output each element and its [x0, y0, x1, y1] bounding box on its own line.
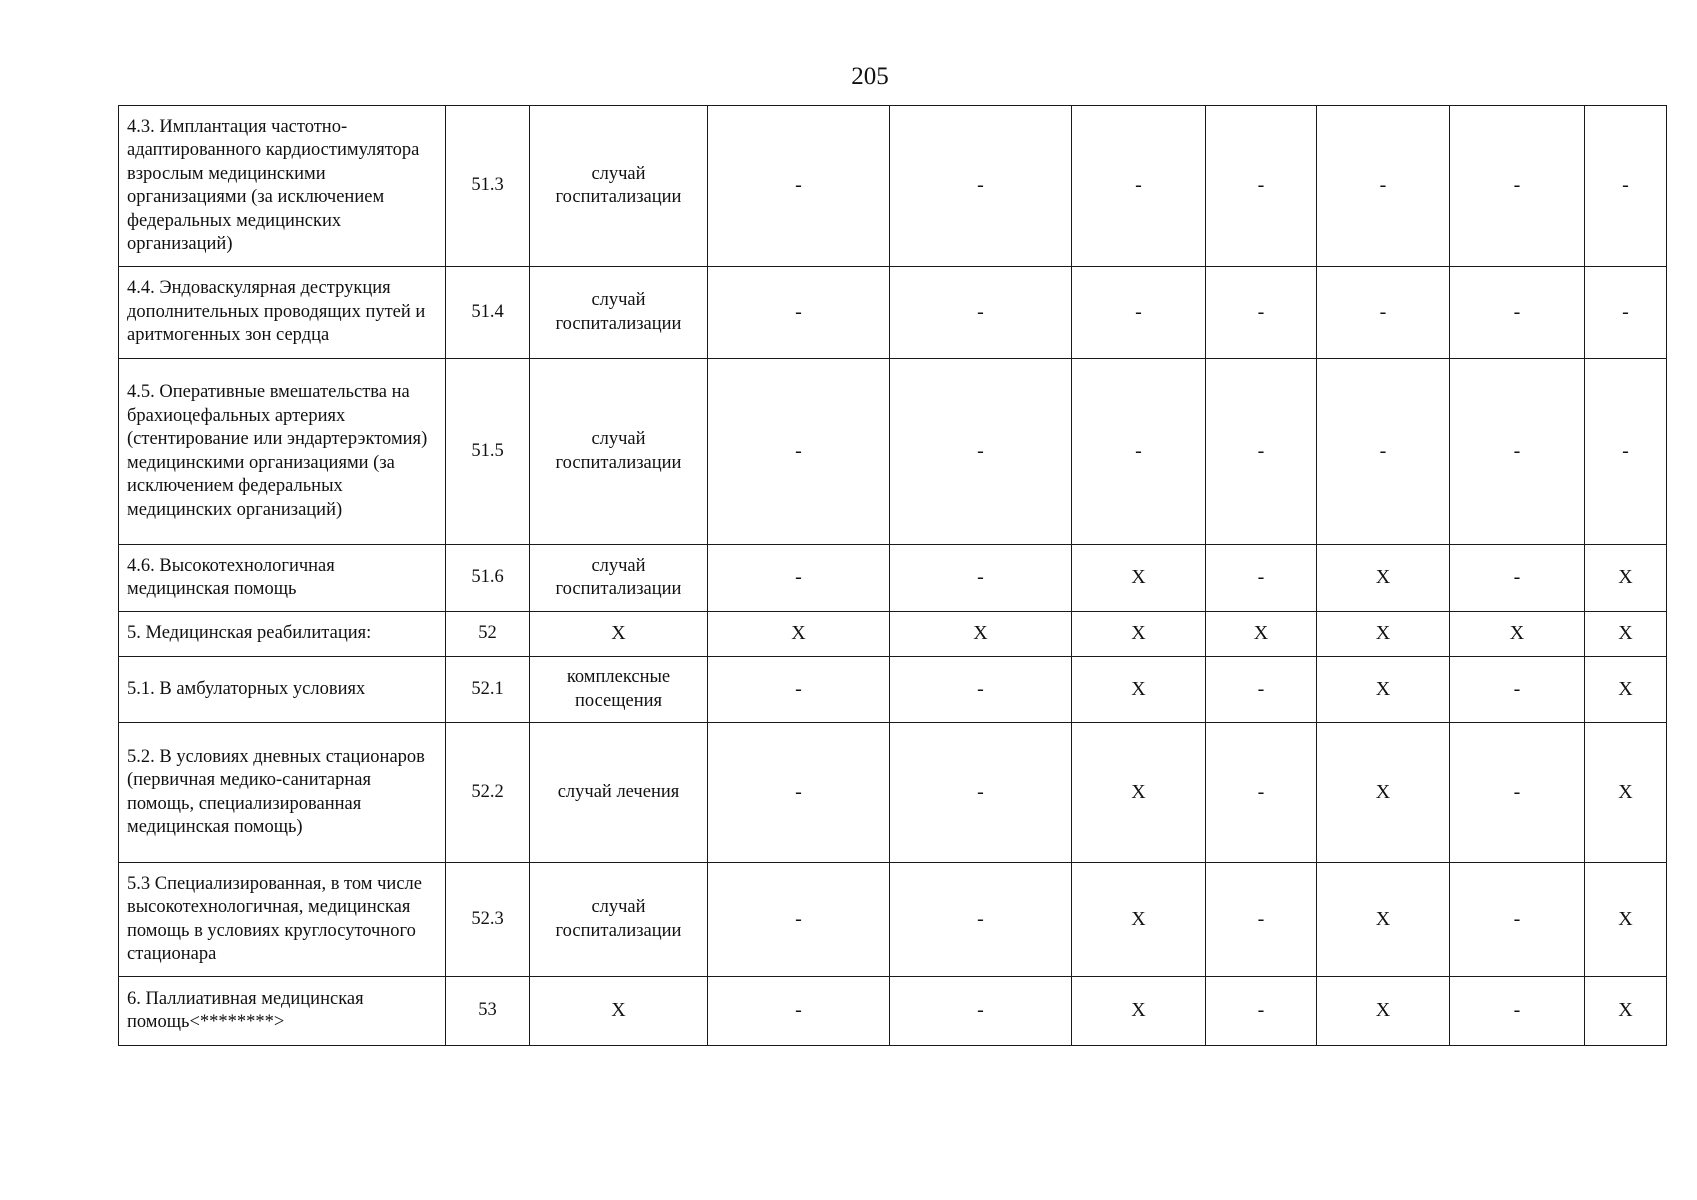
row-unit: случай госпитализации: [530, 545, 708, 612]
row-value: -: [708, 977, 890, 1046]
row-code: 52.2: [446, 723, 530, 863]
row-unit: X: [530, 612, 708, 657]
row-value: X: [890, 612, 1072, 657]
row-value: -: [708, 106, 890, 267]
row-value: -: [1450, 723, 1585, 863]
row-value: -: [1206, 545, 1317, 612]
row-value: X: [1206, 612, 1317, 657]
row-unit: случай госпитализации: [530, 106, 708, 267]
row-value: -: [1072, 267, 1206, 359]
row-code: 51.6: [446, 545, 530, 612]
row-value: -: [1206, 106, 1317, 267]
row-name: 5.2. В условиях дневных стационаров (первичная медико-санитарная помощь, специализированная медицинская помощь): [119, 723, 446, 863]
row-value: X: [1317, 545, 1450, 612]
row-name: 4.5. Оперативные вмешательства на брахиоцефальных артериях (стентирование или эндартерэктомия) медицинскими организациями (за исключением федеральных медицинских организаций): [119, 359, 446, 545]
row-value: -: [708, 545, 890, 612]
row-value: -: [708, 359, 890, 545]
data-table: [118, 105, 1667, 1046]
row-value: X: [1585, 545, 1667, 612]
row-unit: комплексные посещения: [530, 657, 708, 723]
row-value: -: [1206, 267, 1317, 359]
row-code: 53: [446, 977, 530, 1046]
row-name: 4.3. Имплантация частотно-адаптированного кардиостимулятора взрослым медицинскими организациями (за исключением федеральных медицинских организаций): [119, 106, 446, 267]
table-row: [119, 612, 1667, 657]
table-row: [119, 106, 1667, 267]
row-value: -: [1206, 359, 1317, 545]
row-value: X: [1072, 723, 1206, 863]
row-value: -: [1450, 977, 1585, 1046]
row-unit: случай госпитализации: [530, 863, 708, 977]
row-value: -: [1450, 863, 1585, 977]
row-value: -: [708, 267, 890, 359]
row-name: 5.1. В амбулаторных условиях: [119, 657, 446, 723]
row-value: X: [1585, 863, 1667, 977]
row-value: X: [1450, 612, 1585, 657]
table-body: [119, 106, 1667, 1046]
row-value: -: [1585, 359, 1667, 545]
row-code: 52: [446, 612, 530, 657]
row-unit: X: [530, 977, 708, 1046]
row-value: -: [1206, 657, 1317, 723]
row-value: -: [890, 106, 1072, 267]
row-name: 4.4. Эндоваскулярная деструкция дополнительных проводящих путей и аритмогенных зон сердца: [119, 267, 446, 359]
row-value: -: [1206, 723, 1317, 863]
row-unit: случай госпитализации: [530, 267, 708, 359]
row-value: X: [1317, 657, 1450, 723]
row-name: 6. Паллиативная медицинская помощь<********>: [119, 977, 446, 1046]
row-value: -: [1585, 106, 1667, 267]
row-value: -: [1317, 359, 1450, 545]
row-value: -: [1206, 863, 1317, 977]
row-value: X: [1072, 657, 1206, 723]
row-value: X: [1585, 723, 1667, 863]
row-value: X: [1585, 657, 1667, 723]
row-value: X: [1317, 863, 1450, 977]
row-unit: случай госпитализации: [530, 359, 708, 545]
row-value: -: [1206, 977, 1317, 1046]
row-value: -: [1450, 657, 1585, 723]
row-value: -: [1450, 545, 1585, 612]
row-value: -: [708, 657, 890, 723]
row-value: X: [708, 612, 890, 657]
table-row: [119, 863, 1667, 977]
row-value: X: [1317, 612, 1450, 657]
table-row: [119, 657, 1667, 723]
row-value: -: [1072, 106, 1206, 267]
table-row: [119, 267, 1667, 359]
row-value: -: [1450, 267, 1585, 359]
row-value: X: [1072, 545, 1206, 612]
row-unit: случай лечения: [530, 723, 708, 863]
row-value: X: [1585, 612, 1667, 657]
table-row: [119, 359, 1667, 545]
row-name: 5.3 Специализированная, в том числе высокотехнологичная, медицинская помощь в условиях круглосуточного стационара: [119, 863, 446, 977]
row-code: 51.5: [446, 359, 530, 545]
row-code: 52.1: [446, 657, 530, 723]
row-value: -: [708, 723, 890, 863]
row-value: -: [890, 545, 1072, 612]
row-name: 5. Медицинская реабилитация:: [119, 612, 446, 657]
page-number: 205: [851, 63, 889, 90]
table-row: [119, 977, 1667, 1046]
row-value: -: [1072, 359, 1206, 545]
row-value: -: [1317, 106, 1450, 267]
row-value: -: [890, 863, 1072, 977]
row-value: -: [890, 267, 1072, 359]
table-row: [119, 723, 1667, 863]
row-value: X: [1585, 977, 1667, 1046]
row-value: -: [890, 359, 1072, 545]
row-value: X: [1072, 612, 1206, 657]
table-row: [119, 545, 1667, 612]
row-value: -: [1317, 267, 1450, 359]
row-value: -: [708, 863, 890, 977]
row-value: X: [1072, 977, 1206, 1046]
row-value: X: [1072, 863, 1206, 977]
row-name: 4.6. Высокотехнологичная медицинская помощь: [119, 545, 446, 612]
row-code: 51.3: [446, 106, 530, 267]
row-value: -: [1585, 267, 1667, 359]
row-value: X: [1317, 723, 1450, 863]
row-value: -: [1450, 359, 1585, 545]
row-value: -: [890, 723, 1072, 863]
row-value: -: [890, 977, 1072, 1046]
row-value: -: [890, 657, 1072, 723]
row-value: -: [1450, 106, 1585, 267]
row-code: 51.4: [446, 267, 530, 359]
row-code: 52.3: [446, 863, 530, 977]
row-value: X: [1317, 977, 1450, 1046]
